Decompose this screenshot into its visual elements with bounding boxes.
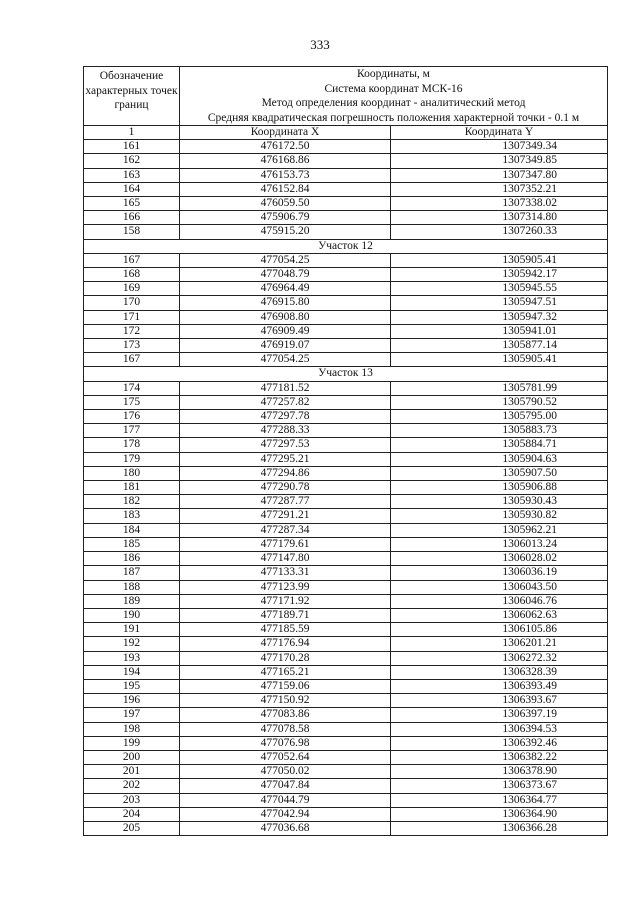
point-number-cell: 191 (84, 623, 180, 637)
point-number-cell: 174 (84, 381, 180, 395)
point-number-cell: 171 (84, 310, 180, 324)
coordinate-y-cell: 1305930.82 (391, 509, 608, 523)
coordinate-x-cell: 477047.84 (180, 779, 391, 793)
table-row (84, 708, 608, 722)
point-number-cell: 193 (84, 651, 180, 665)
point-number-cell: 161 (84, 140, 180, 154)
coordinate-y-cell: 1305947.32 (391, 310, 608, 324)
section-label: Участок 13 (84, 367, 608, 381)
section-row (84, 367, 608, 381)
coordinate-x-cell: 477150.92 (180, 694, 391, 708)
coordinate-x-cell: 477189.71 (180, 608, 391, 622)
coordinate-y-cell: 1306105.86 (391, 623, 608, 637)
table-row (84, 580, 608, 594)
coordinate-x-cell: 477076.98 (180, 736, 391, 750)
coordinate-y-cell: 1306397.19 (391, 708, 608, 722)
coordinate-x-cell: 477165.21 (180, 665, 391, 679)
table-row (84, 182, 608, 196)
table-row (84, 651, 608, 665)
coordinate-y-cell: 1305930.43 (391, 495, 608, 509)
point-number-cell: 184 (84, 523, 180, 537)
point-number-cell: 196 (84, 694, 180, 708)
coordinate-x-cell: 477036.68 (180, 821, 391, 835)
coordinate-y-cell: 1305884.71 (391, 438, 608, 452)
column-index-cell: 1 (84, 126, 180, 140)
table-row (84, 339, 608, 353)
table-row (84, 140, 608, 154)
coordinate-y-cell: 1306272.32 (391, 651, 608, 665)
point-number-cell: 189 (84, 594, 180, 608)
point-number-cell: 169 (84, 282, 180, 296)
table-row (84, 665, 608, 679)
point-number-cell: 172 (84, 324, 180, 338)
point-number-cell: 190 (84, 608, 180, 622)
table-row (84, 310, 608, 324)
point-number-cell: 158 (84, 225, 180, 239)
point-number-cell: 177 (84, 424, 180, 438)
point-number-cell: 165 (84, 197, 180, 211)
coordinate-y-cell: 1306062.63 (391, 608, 608, 622)
coordinate-x-cell: 475915.20 (180, 225, 391, 239)
coordinate-x-cell: 477042.94 (180, 807, 391, 821)
table-row (84, 452, 608, 466)
coordinate-y-cell: 1305904.63 (391, 452, 608, 466)
coordinate-x-cell: 476152.84 (180, 182, 391, 196)
coordinate-y-cell: 1305941.01 (391, 324, 608, 338)
point-number-cell: 176 (84, 410, 180, 424)
coordinate-y-cell: 1306201.21 (391, 637, 608, 651)
coordinate-x-cell: 477294.86 (180, 466, 391, 480)
point-number-cell: 168 (84, 268, 180, 282)
point-number-cell: 179 (84, 452, 180, 466)
coordinate-x-cell: 477147.80 (180, 552, 391, 566)
coordinate-x-cell: 476964.49 (180, 282, 391, 296)
coordinate-x-cell: 477176.94 (180, 637, 391, 651)
point-number-cell: 180 (84, 466, 180, 480)
table-row (84, 197, 608, 211)
coordinate-x-cell: 477257.82 (180, 395, 391, 409)
coordinate-y-cell: 1305962.21 (391, 523, 608, 537)
table-row (84, 608, 608, 622)
table-row (84, 537, 608, 551)
point-number-cell: 164 (84, 182, 180, 196)
coordinate-y-cell: 1306028.02 (391, 552, 608, 566)
table-row (84, 395, 608, 409)
table-row (84, 637, 608, 651)
point-number-cell: 163 (84, 168, 180, 182)
coordinate-x-cell: 477171.92 (180, 594, 391, 608)
coordinate-y-cell: 1305905.41 (391, 253, 608, 267)
coordinate-y-cell: 1305945.55 (391, 282, 608, 296)
table-row (84, 353, 608, 367)
table-row (84, 566, 608, 580)
table-row (84, 623, 608, 637)
table-row (84, 154, 608, 168)
table-row (84, 722, 608, 736)
point-number-cell: 204 (84, 807, 180, 821)
coordinates-table (83, 66, 608, 836)
section-row (84, 239, 608, 253)
coordinate-y-cell: 1306393.49 (391, 679, 608, 693)
table-body (84, 140, 608, 836)
coordinate-x-cell: 476059.50 (180, 197, 391, 211)
x-column-header: Координата X (180, 126, 391, 140)
point-number-cell: 166 (84, 211, 180, 225)
table-row (84, 268, 608, 282)
table-header (84, 67, 608, 140)
coordinate-y-cell: 1306393.67 (391, 694, 608, 708)
coordinate-y-cell: 1307338.02 (391, 197, 608, 211)
table-row (84, 552, 608, 566)
coordinate-x-cell: 477044.79 (180, 793, 391, 807)
coordinate-y-cell: 1306013.24 (391, 537, 608, 551)
page-number: 333 (310, 37, 330, 52)
point-number-cell: 187 (84, 566, 180, 580)
coordinate-x-cell: 477291.21 (180, 509, 391, 523)
coordinate-y-cell: 1306366.28 (391, 821, 608, 835)
point-number-cell: 181 (84, 481, 180, 495)
table-row (84, 523, 608, 537)
table-row (84, 694, 608, 708)
coordinate-x-cell: 475906.79 (180, 211, 391, 225)
point-number-cell: 162 (84, 154, 180, 168)
coordinate-y-cell: 1305907.50 (391, 466, 608, 480)
point-number-cell: 167 (84, 253, 180, 267)
coordinate-x-cell: 477287.34 (180, 523, 391, 537)
coordinate-y-cell: 1305790.52 (391, 395, 608, 409)
coordinate-x-cell: 477078.58 (180, 722, 391, 736)
point-number-cell: 195 (84, 679, 180, 693)
coordinate-y-cell: 1306364.77 (391, 793, 608, 807)
table-row (84, 381, 608, 395)
table-row (84, 807, 608, 821)
point-number-cell: 183 (84, 509, 180, 523)
point-number-cell: 200 (84, 750, 180, 764)
coordinate-y-cell: 1307347.80 (391, 168, 608, 182)
table-row (84, 324, 608, 338)
point-number-cell: 197 (84, 708, 180, 722)
coordinate-x-cell: 477297.78 (180, 410, 391, 424)
coordinate-y-cell: 1306043.50 (391, 580, 608, 594)
table-row (84, 736, 608, 750)
table-row (84, 509, 608, 523)
point-number-cell: 175 (84, 395, 180, 409)
coordinate-x-cell: 476908.80 (180, 310, 391, 324)
coordinate-x-cell: 477179.61 (180, 537, 391, 551)
coordinates-header (180, 67, 608, 126)
coordinate-x-cell: 477297.53 (180, 438, 391, 452)
table-row (84, 495, 608, 509)
coordinate-y-cell: 1305781.99 (391, 381, 608, 395)
coordinate-x-cell: 477288.33 (180, 424, 391, 438)
table-row (84, 765, 608, 779)
coordinate-x-cell: 477287.77 (180, 495, 391, 509)
coordinate-y-cell: 1305905.41 (391, 353, 608, 367)
point-number-cell: 198 (84, 722, 180, 736)
point-number-cell: 167 (84, 353, 180, 367)
coordinate-x-cell: 477290.78 (180, 481, 391, 495)
coordinate-y-cell: 1307349.34 (391, 140, 608, 154)
coordinate-x-cell: 477083.86 (180, 708, 391, 722)
point-number-cell: 194 (84, 665, 180, 679)
point-number-cell: 170 (84, 296, 180, 310)
point-number-cell: 205 (84, 821, 180, 835)
table-row (84, 253, 608, 267)
coordinate-x-cell: 477123.99 (180, 580, 391, 594)
coordinate-x-cell: 477159.06 (180, 679, 391, 693)
coordinate-x-cell: 477133.31 (180, 566, 391, 580)
coordinate-y-cell: 1306364.90 (391, 807, 608, 821)
table-row (84, 793, 608, 807)
coordinate-x-cell: 476172.50 (180, 140, 391, 154)
coordinate-y-cell: 1305906.88 (391, 481, 608, 495)
point-number-cell: 202 (84, 779, 180, 793)
coordinate-y-cell: 1306378.90 (391, 765, 608, 779)
header-title-line: Координаты, м (357, 68, 430, 80)
coordinate-y-cell: 1306394.53 (391, 722, 608, 736)
coordinate-y-cell: 1306373.67 (391, 779, 608, 793)
coordinate-y-cell: 1307352.21 (391, 182, 608, 196)
table-row (84, 466, 608, 480)
section-label: Участок 12 (84, 239, 608, 253)
coordinate-y-cell: 1307314.80 (391, 211, 608, 225)
table-row (84, 750, 608, 764)
header-title-line: Система координат МСК-16 (324, 82, 463, 95)
coordinate-y-cell: 1305877.14 (391, 339, 608, 353)
table-row (84, 779, 608, 793)
table-row (84, 594, 608, 608)
table-row (84, 821, 608, 835)
point-number-cell: 192 (84, 637, 180, 651)
table-row (84, 410, 608, 424)
coordinate-y-cell: 1305795.00 (391, 410, 608, 424)
coordinate-x-cell: 477181.52 (180, 381, 391, 395)
table-row (84, 168, 608, 182)
coordinate-x-cell: 477170.28 (180, 651, 391, 665)
table-row (84, 282, 608, 296)
coordinate-x-cell: 476919.07 (180, 339, 391, 353)
coordinate-y-cell: 1306046.76 (391, 594, 608, 608)
table-row (84, 225, 608, 239)
coordinate-x-cell: 476909.49 (180, 324, 391, 338)
point-number-cell: 188 (84, 580, 180, 594)
coordinate-y-cell: 1305947.51 (391, 296, 608, 310)
coordinate-y-cell: 1307260.33 (391, 225, 608, 239)
coordinate-x-cell: 477052.64 (180, 750, 391, 764)
coordinate-x-cell: 476153.73 (180, 168, 391, 182)
header-title-line: Средняя квадратическая погрешность положения характерной точки - 0.1 м (207, 111, 580, 124)
coordinate-y-cell: 1306036.19 (391, 566, 608, 580)
point-number-cell: 182 (84, 495, 180, 509)
y-column-header: Координата Y (391, 126, 608, 140)
coordinate-y-cell: 1306328.39 (391, 665, 608, 679)
table-row (84, 481, 608, 495)
point-number-cell: 203 (84, 793, 180, 807)
coordinate-x-cell: 477048.79 (180, 268, 391, 282)
coordinate-y-cell: 1306392.46 (391, 736, 608, 750)
coordinate-x-cell: 477054.25 (180, 353, 391, 367)
point-number-cell: 173 (84, 339, 180, 353)
coordinate-x-cell: 477295.21 (180, 452, 391, 466)
coordinate-x-cell: 477185.59 (180, 623, 391, 637)
coordinate-x-cell: 477050.02 (180, 765, 391, 779)
coordinate-x-cell: 477054.25 (180, 253, 391, 267)
table-row (84, 438, 608, 452)
table-row (84, 679, 608, 693)
point-number-cell: 201 (84, 765, 180, 779)
coordinate-y-cell: 1307349.85 (391, 154, 608, 168)
point-number-cell: 199 (84, 736, 180, 750)
point-number-cell: 185 (84, 537, 180, 551)
coordinate-x-cell: 476168.86 (180, 154, 391, 168)
coordinate-y-cell: 1305942.17 (391, 268, 608, 282)
coordinate-x-cell: 476915.80 (180, 296, 391, 310)
table-row (84, 424, 608, 438)
points-column-header: Обозначение характерных точек границ (84, 67, 180, 126)
table-row (84, 296, 608, 310)
coordinate-y-cell: 1305883.73 (391, 424, 608, 438)
point-number-cell: 186 (84, 552, 180, 566)
header-title-line: Метод определения координат - аналитический метод (261, 97, 526, 109)
point-number-cell: 178 (84, 438, 180, 452)
table-row (84, 211, 608, 225)
coordinate-y-cell: 1306382.22 (391, 750, 608, 764)
